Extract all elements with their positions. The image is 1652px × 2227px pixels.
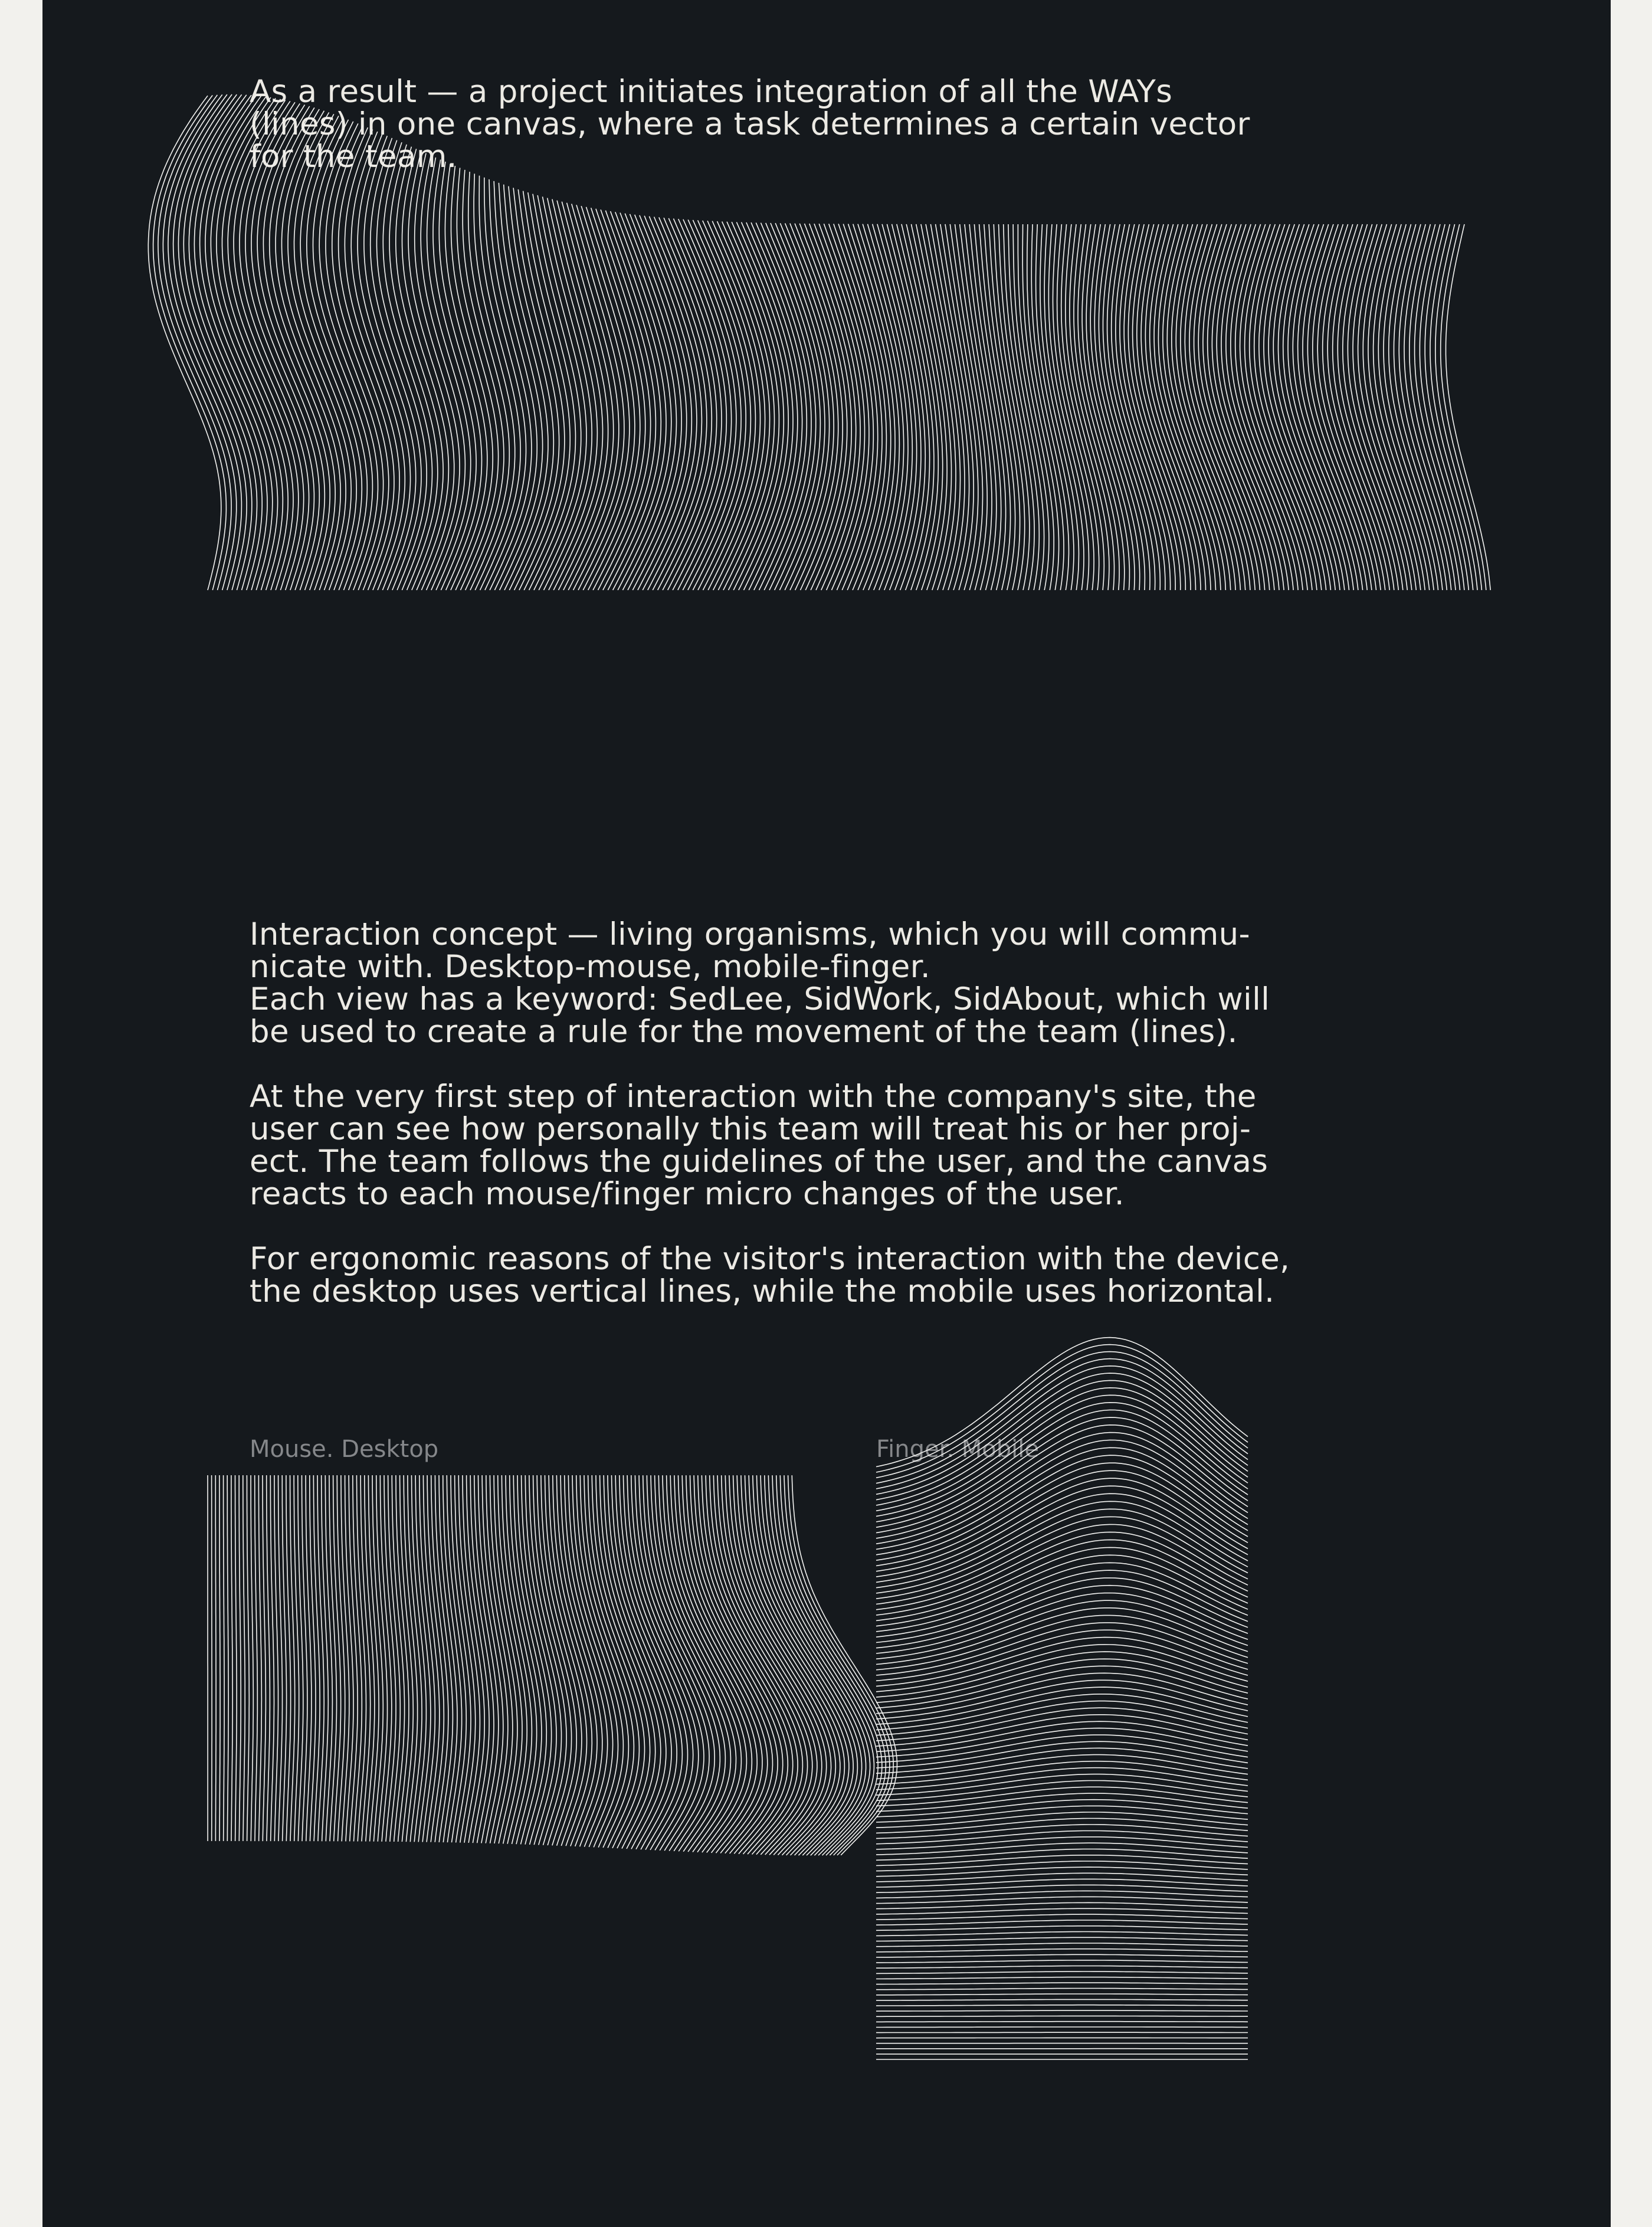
wave-line — [224, 1475, 225, 1841]
wave-line — [1181, 224, 1245, 590]
wave-line — [528, 192, 576, 590]
wave-line — [282, 1475, 286, 1841]
wave-line — [876, 1540, 1248, 1615]
wave-line — [876, 1645, 1248, 1692]
wave-line — [876, 1914, 1248, 1920]
wave-line — [1226, 224, 1293, 590]
wave-line — [278, 1475, 283, 1841]
wave-line — [876, 1417, 1248, 1527]
wave-line — [876, 1902, 1248, 1908]
wave-line — [876, 1494, 1248, 1582]
wave-line — [1430, 224, 1477, 590]
wave-line — [424, 1475, 440, 1842]
wave-line — [635, 215, 692, 590]
wave-line — [876, 1989, 1248, 1990]
wave-line — [333, 1475, 341, 1841]
wave-line — [482, 1475, 508, 1843]
intro-line: As a result — a project initiates integration of all the WAYs — [250, 74, 1173, 110]
wave-line — [596, 209, 651, 590]
wave-line — [876, 1966, 1248, 1969]
wave-line — [257, 105, 324, 590]
wave-line — [239, 1475, 241, 1841]
wave-line — [876, 2010, 1248, 2011]
wave-line — [322, 1475, 329, 1841]
wave-line — [876, 1954, 1248, 1957]
wave-line — [876, 1932, 1248, 1936]
wave-line — [722, 1475, 822, 1855]
wave-line — [799, 224, 851, 590]
wave-line — [713, 1475, 812, 1855]
wave-line — [396, 147, 443, 590]
wave-line — [263, 1475, 266, 1841]
wave-line — [1298, 224, 1363, 590]
caption-desktop: Mouse. Desktop — [250, 1436, 439, 1463]
wave-line — [876, 1867, 1248, 1876]
wave-line — [876, 1509, 1248, 1593]
wave-line — [282, 111, 346, 590]
wave-line — [537, 195, 586, 590]
concept-line: nicate with. Desktop-mouse, mobile-finger. — [250, 949, 931, 985]
wave-line — [795, 224, 847, 590]
intro-line: for the team. — [250, 139, 457, 175]
wave-line — [876, 1532, 1248, 1609]
wave-line — [337, 1475, 345, 1841]
wave-line — [329, 1475, 337, 1841]
wave-line — [270, 1475, 274, 1841]
wave-line — [630, 214, 687, 590]
wave-line — [640, 215, 697, 590]
wave-line — [876, 1926, 1248, 1931]
wave-line — [1203, 224, 1270, 590]
intro-paragraph — [250, 76, 1371, 173]
wave-line — [498, 1475, 527, 1844]
wave-line — [620, 213, 677, 591]
wave-line — [219, 1475, 220, 1841]
wave-line — [829, 224, 878, 590]
wave-line — [227, 1475, 228, 1841]
wave-line — [876, 1949, 1248, 1952]
wave-line — [1189, 224, 1255, 590]
caption-mobile: Finger. Mobile — [876, 1436, 1039, 1463]
wave-line — [1217, 224, 1284, 590]
wave-line — [876, 1486, 1248, 1577]
concept-line: At the very first step of interaction with the company's site, the — [250, 1079, 1257, 1115]
wave-line — [1293, 224, 1358, 590]
wave-line — [876, 1761, 1248, 1784]
wave-line — [576, 205, 630, 590]
wave-line — [1208, 224, 1274, 590]
wave-line — [1008, 224, 1044, 590]
wave-line — [876, 1920, 1248, 1925]
wave-line — [876, 1971, 1248, 1973]
wave-line — [876, 1623, 1248, 1675]
wave-line — [1176, 224, 1240, 590]
concept-line: For ergonomic reasons of the visitor's interaction with the device, — [250, 1241, 1290, 1277]
concept-line: be used to create a rule for the movement of the team (lines). — [250, 1014, 1238, 1050]
wave-line — [655, 1475, 736, 1852]
content-panel — [42, 0, 1611, 2227]
wave-line — [467, 1475, 490, 1843]
wave-line — [267, 1475, 270, 1841]
wave-line — [876, 1937, 1248, 1941]
wave-line — [294, 114, 357, 590]
wave-line — [612, 1475, 677, 1849]
wave-line — [235, 1475, 237, 1841]
wave-line — [824, 224, 873, 590]
wave-line — [644, 216, 702, 590]
wave-line — [339, 127, 394, 590]
wave-line — [876, 1943, 1248, 1947]
wave-line — [876, 2027, 1248, 2028]
wave-line — [819, 224, 869, 590]
wave-line — [325, 1475, 332, 1841]
concept-line: reacts to each mouse/finger micro changes of the user. — [250, 1176, 1125, 1212]
wave-line — [251, 1475, 253, 1841]
wave-line — [371, 138, 421, 590]
wave-line — [876, 1994, 1248, 1995]
interaction-concept-text — [250, 918, 1430, 1308]
intro-line: (lines) in one canvas, where a task determines a certain vector — [250, 106, 1250, 142]
mobile-lines-canvas — [876, 1475, 1266, 2124]
wave-line — [717, 1475, 817, 1855]
wave-line — [263, 106, 330, 590]
concept-line: ect. The team follows the guidelines of the user, and the canvas — [250, 1144, 1268, 1180]
wave-line — [243, 1475, 245, 1841]
wave-line — [274, 1475, 278, 1841]
wave-line — [876, 1741, 1248, 1768]
wave-line — [876, 1586, 1248, 1648]
wave-line — [876, 1999, 1248, 2000]
wave-line — [1133, 224, 1191, 590]
concept-line: Each view has a keyword: SedLee, SidWork, SidAbout, which will — [250, 981, 1270, 1017]
wave-line — [572, 1475, 623, 1847]
wave-line — [494, 1475, 522, 1844]
wave-line — [1415, 224, 1464, 590]
wave-line — [876, 1735, 1248, 1763]
concept-line: Interaction concept — living organisms, which you will commu- — [250, 916, 1250, 952]
wave-line — [615, 1475, 682, 1850]
wave-line — [876, 2005, 1248, 2006]
wave-line — [686, 1475, 778, 1853]
wave-line — [358, 134, 410, 590]
wave-line — [584, 1475, 639, 1848]
wave-line — [1185, 224, 1250, 590]
wave-line — [876, 1960, 1248, 1963]
wave-line — [649, 217, 706, 590]
desktop-lines-canvas — [208, 1475, 851, 1912]
wave-line — [876, 1687, 1248, 1724]
wave-line — [876, 1908, 1248, 1914]
wave-line — [1074, 224, 1119, 590]
wave-line — [876, 1570, 1248, 1637]
wave-line — [876, 1680, 1248, 1719]
wave-line — [876, 1977, 1248, 1979]
wave-line — [286, 1475, 291, 1841]
wave-line — [1194, 224, 1260, 590]
wave-line — [1288, 224, 1353, 590]
wave-line — [876, 1983, 1248, 1984]
wave-line — [1198, 224, 1264, 590]
wave-line — [876, 1694, 1248, 1730]
wave-line — [231, 1475, 232, 1841]
wave-line — [654, 217, 712, 591]
wave-line — [247, 1475, 249, 1841]
wave-line — [317, 1475, 324, 1841]
concept-line: user can see how personally this team will treat his or her proj- — [250, 1111, 1251, 1147]
wave-line — [533, 194, 581, 590]
wave-line — [876, 1849, 1248, 1861]
wave-line — [345, 130, 399, 590]
integrated-lines-canvas — [208, 224, 1464, 732]
wave-line — [814, 224, 865, 590]
wave-line — [876, 1768, 1248, 1790]
concept-line: the desktop uses vertical lines, while the mobile uses horizontal. — [250, 1273, 1275, 1309]
wave-line — [1221, 224, 1289, 590]
wave-line — [615, 212, 671, 590]
wave-line — [876, 1630, 1248, 1681]
wave-line — [258, 1475, 261, 1841]
wave-line — [1389, 224, 1443, 590]
wave-line — [876, 1855, 1248, 1866]
wave-line — [876, 1861, 1248, 1871]
wave-line — [1212, 224, 1279, 590]
wave-line — [790, 224, 843, 591]
wave-line — [255, 1475, 258, 1841]
wave-line — [215, 1475, 216, 1841]
wave-line — [876, 1843, 1248, 1855]
wave-line — [876, 1666, 1248, 1708]
wave-line — [341, 1475, 349, 1841]
